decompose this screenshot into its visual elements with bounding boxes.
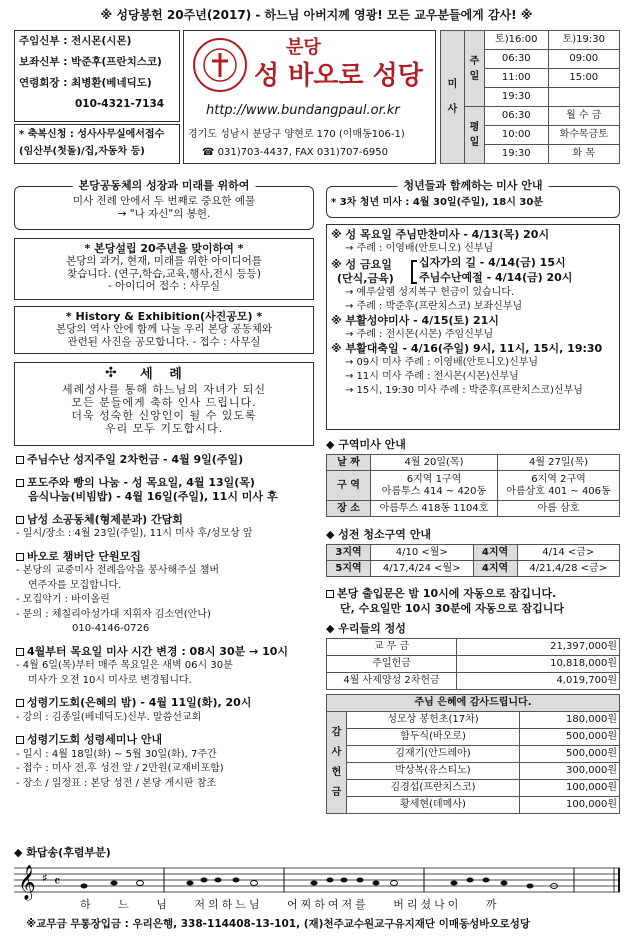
district-cell: [497, 471, 619, 501]
staff-line: 연령회장 : 최병환(베네딕도): [19, 77, 152, 89]
checkbox-icon: [16, 479, 24, 487]
thanks-cell: 100,000원: [520, 797, 620, 814]
mass-cell: 10:00: [485, 126, 549, 145]
clean-cell: 4/21,4/28 <금>: [517, 561, 620, 577]
church-name: 성 바오로 성당: [254, 61, 423, 91]
holy-line: ※ 성 금요일: [331, 258, 392, 271]
thanks-cell: 500,000원: [520, 729, 620, 746]
dove-icon: ✣: [105, 365, 117, 381]
church-url[interactable]: http://www.bundangpaul.or.kr: [206, 103, 400, 118]
district-title: ◆ 구역미사 안내: [326, 438, 406, 451]
anniv-box: [14, 238, 314, 300]
item-title-text: 남성 소공동체(형제분과) 간담회: [27, 512, 183, 526]
mass-cell: 화 목: [548, 145, 619, 164]
district-cell-line: 6지역 1구역: [406, 473, 462, 485]
clean-cell: 4지역: [473, 561, 517, 577]
baptism-line: 더욱 성숙한 신앙인이 될 수 있도록: [71, 408, 257, 422]
item-title-text: 성령기도회(은혜의 밤) - 4월 11일(화), 20시: [27, 696, 252, 709]
history-box: [14, 306, 314, 354]
clean-cell: 4/10 <월>: [371, 545, 474, 561]
history-line: 본당의 역사 안에 함께 나눌 우리 본당 공동체와: [55, 323, 273, 336]
holy-line: 십자가의 길 - 4/14(금) 15시: [419, 256, 566, 269]
anniv-line: 본당의 과거, 현재, 미래를 위한 아이디어를: [66, 255, 262, 268]
district-cell: 아름 삼호: [497, 501, 619, 517]
thanks-table: [326, 694, 620, 814]
thanks-cell: 100,000원: [520, 780, 620, 797]
holy-line: ※ 성 목요일 주님만찬미사 - 4/13(목) 20시: [331, 228, 550, 241]
thanks-cell: 180,000원: [520, 712, 620, 729]
item-title: [16, 550, 316, 565]
baptism-line: 우리 모두 기도합시다.: [104, 422, 224, 436]
district-cell: 4월 27일(목): [497, 455, 619, 471]
checkbox-icon: [16, 516, 24, 524]
svg-text:𝄴: 𝄴: [54, 874, 61, 890]
door-line: [326, 586, 620, 601]
thanks-cell: 김재기(안드레아): [347, 746, 520, 763]
history-line: 관련된 사진을 공모합니다. - 접수 : 사무실: [67, 335, 261, 348]
staff-box: [14, 30, 180, 122]
offer-cell: 4월 사제양성 2차헌금: [327, 673, 457, 690]
item-sub: 음식나눔(비빔밥) - 4월 16일(주일), 11시 미사 후: [28, 490, 278, 503]
mass-cell: 토)16:00: [485, 31, 549, 50]
item-sub: - 장소 / 일정표 : 본당 성전 / 본당 게시판 참조: [16, 777, 217, 789]
growth-title: 본당공동체의 성장과 미래를 위하여: [73, 179, 256, 192]
bracket-icon: [411, 260, 417, 284]
mass-cell: 토)19:30: [548, 31, 619, 50]
district-cell: 아름투스 418동 1104호: [371, 501, 498, 517]
offer-cell: 교 무 금: [327, 639, 457, 656]
left-items: [16, 453, 316, 791]
history-title: * History & Exhibition(사진공모) *: [65, 310, 263, 323]
holy-line: → 예루살렘 성지복구 헌금이 있습니다.: [345, 287, 515, 298]
offer-cell: 주일헌금: [327, 656, 457, 673]
item-title-text: 바오로 챔버단 단원모집: [27, 549, 141, 563]
baptism-line: 모든 분들에게 축하 인사 드립니다.: [71, 395, 257, 409]
svg-text:𝄞: 𝄞: [18, 865, 36, 900]
thanks-cell: 성모상 봉헌초(17차): [347, 712, 520, 729]
mass-cell: 11:00: [485, 69, 549, 88]
holy-line: → 15시, 19:30 미사 주례 : 박준후(프란치스코)신부님: [345, 385, 583, 396]
clean-title: ◆ 성전 청소구역 안내: [326, 528, 431, 541]
offer-cell: 10,818,000원: [457, 656, 620, 673]
district-head: 날 짜: [327, 455, 371, 471]
item-title: [16, 696, 316, 711]
church-box: [183, 30, 436, 164]
clean-cell: 4/14 <금>: [517, 545, 620, 561]
item-title-text: 포도주와 빵의 나눔 - 성 목요일, 4월 13일(목): [27, 475, 255, 489]
item-sub: - 본당의 교중미사 전례음악을 봉사해주실 챔버: [16, 565, 220, 576]
holy-line: → 주례 : 박준후(프란치스코) 보좌신부님: [345, 301, 523, 312]
youth-title: 청년들과 함께하는 미사 안내: [398, 179, 549, 192]
clean-cell: 4/17,4/24 <월>: [371, 561, 474, 577]
item-title-text: 주님수난 성지주일 2차헌금 - 4월 9일(주일): [27, 453, 244, 466]
district-cell: 4월 20일(목): [371, 455, 498, 471]
item-sub: - 접수 : 미사 전,후 성전 앞 / 2만원(교재비포함): [16, 763, 224, 774]
clean-table: [326, 544, 620, 577]
holy-line: 주님수난예절 - 4/14(금) 20시: [419, 271, 573, 284]
staff-line: 010-4321-7134: [75, 98, 165, 110]
district-cell-line: 6지역 2구역: [531, 473, 586, 485]
mass-cell: 월 수 금: [548, 107, 619, 126]
door-text: 본당 출입문은 밤 10시에 자동으로 잠깁니다.: [337, 587, 557, 600]
anniv-line: 찾습니다. (연구,학습,교육,행사,전시 등등): [67, 267, 261, 280]
growth-line: → "나 자신"의 봉헌.: [117, 207, 211, 220]
mass-cell: 화수목금토: [548, 126, 619, 145]
holy-line: → 주례 : 이영배(안토니오) 신부님: [345, 243, 494, 254]
door-notice: [326, 586, 620, 616]
item-sub: 미사가 오전 10시 미사로 변경됩니다.: [28, 674, 192, 686]
mass-cell: [548, 88, 619, 107]
mass-table: [440, 30, 620, 164]
checkbox-icon: [326, 590, 334, 598]
district-cell-line: 아름투스 414 ~ 420동: [381, 485, 487, 497]
mass-label: 미사: [441, 31, 465, 164]
item-sub: - 일시/장소 : 4월 23일(주일), 11시 미사 후/성모상 앞: [16, 528, 253, 539]
music-staff: [14, 862, 620, 902]
growth-line: 미사 전례 안에서 두 번째로 중요한 예물: [72, 195, 256, 207]
checkbox-icon: [16, 456, 24, 464]
thanks-cell: 500,000원: [520, 746, 620, 763]
mass-sun: 주일: [465, 31, 485, 107]
holy-line: ※ 부활대축일 - 4/16(주일) 9시, 11시, 15시, 19:30: [331, 342, 603, 355]
item-title: [16, 513, 316, 528]
item-title-text: 4월부터 목요일 미사 시간 변경 : 08시 30분 → 10시: [27, 644, 289, 658]
item-sub: - 4월 6일(목)부터 매주 목요일은 새벽 06시 30분: [16, 660, 233, 671]
footer: ※교무금 무통장입금 : 우리은행, 338-114408-13-101, (재)천주교수원교구유지재단 이매동성바오로성당: [26, 918, 530, 930]
checkbox-icon: [16, 553, 24, 561]
item-sub: 연주자를 모집합니다.: [28, 579, 122, 591]
notice-box: [14, 124, 180, 164]
holy-line: → 09시 미사 주례 : 이영배(안토니오)신부님: [345, 357, 539, 368]
item-title: [16, 733, 316, 748]
song-title: ◆ 화답송(후렴부분): [14, 846, 111, 859]
church-seal-icon: [192, 37, 248, 93]
checkbox-icon: [16, 699, 24, 707]
thanks-cell: 함두식(바오로): [347, 729, 520, 746]
mass-cell: 15:00: [548, 69, 619, 88]
district-cell: [371, 471, 498, 501]
clean-cell: 4지역: [473, 545, 517, 561]
notice-line: (임산부(첫돌)/집,자동차 등): [19, 146, 145, 157]
door-line: 단, 수요일만 10시 30분에 자동으로 잠깁니다: [340, 602, 564, 615]
youth-line: * 3차 청년 미사 : 4월 30일(주일), 18시 30분: [331, 197, 543, 208]
item-title: [16, 476, 316, 491]
baptism-box: [14, 362, 314, 446]
clean-cell: 5지역: [327, 561, 371, 577]
item-sub: - 모집악기 : 바이올린: [16, 594, 110, 605]
anniv-line: - 아이디어 접수 : 사무실: [108, 280, 220, 293]
song-lyrics: 하 느 님 저의하느님 어찌하여저를 버리셨나이 까: [80, 898, 500, 911]
item-sub: 010-4146-0726: [72, 623, 150, 634]
baptism-title: 세 례: [140, 367, 188, 382]
banner: ※ 성당봉헌 20주년(2017) - 하느님 아버지께 영광! 모든 교우분들에게 감사! ※: [100, 8, 533, 22]
item-title: [16, 453, 316, 468]
district-cell-line: 아름삼호 401 ~ 406동: [506, 485, 611, 497]
youth-box: [326, 179, 620, 218]
svg-text:♯: ♯: [42, 871, 48, 885]
item-sub: - 일시 : 4월 18일(화) ~ 5월 30일(화), 7주간: [16, 748, 217, 760]
thanks-cell: 김경섭(프란치스코): [347, 780, 520, 797]
checkbox-icon: [16, 736, 24, 744]
offer-title: ◆ 우리들의 정성: [326, 622, 406, 635]
offer-table: [326, 638, 620, 690]
holy-line: ※ 부활성야미사 - 4/15(토) 21시: [331, 314, 499, 327]
checkbox-icon: [16, 648, 24, 656]
holy-line: → 11시 미사 주례 : 전시몬(시몬)신부님: [345, 371, 519, 382]
mass-cell: 19:30: [485, 88, 549, 107]
mass-cell: 19:30: [485, 145, 549, 164]
district-table: [326, 454, 620, 517]
district-head: 구 역: [327, 471, 371, 501]
holy-line: → 주례 : 전시몬(시몬) 주임신부님: [345, 329, 494, 340]
church-phone: ☎ 031)703-4437, FAX 031)707-6950: [202, 147, 388, 158]
item-sub: - 문의 : 체칠리아성가대 지휘자 김소연(안나): [16, 608, 211, 620]
thanks-cell: 황세현(데메사): [347, 797, 520, 814]
thanks-head: 주님 은혜에 감사드립니다.: [327, 695, 620, 712]
thanks-cell: 박상복(유스티노): [347, 763, 520, 780]
item-title-text: 성령기도회 성령세미나 안내: [27, 733, 163, 746]
offer-cell: 4,019,700원: [457, 673, 620, 690]
baptism-line: 세례성사를 통해 하느님의 자녀가 되신: [61, 382, 266, 396]
church-address: 경기도 성남시 분당구 양현로 170 (이매동106-1): [188, 129, 405, 140]
staff-line: 주임신부 : 전시몬(시몬): [19, 35, 132, 47]
thanks-label: 감사헌금: [327, 712, 347, 814]
item-sub: - 강의 : 김종일(베네딕도)신부. 말씀선교회: [16, 711, 202, 723]
clean-cell: 3지역: [327, 545, 371, 561]
growth-box: [14, 179, 314, 230]
holy-line: (단식,금육): [337, 272, 394, 285]
notice-line: * 축복신청 : 성사사무실에서접수: [19, 129, 165, 140]
staff-line: 보좌신부 : 박준후(프란치스코): [19, 56, 162, 68]
mass-cell: 09:00: [548, 50, 619, 69]
church-top: 분당: [286, 37, 321, 58]
mass-cell: 06:30: [485, 107, 549, 126]
thanks-cell: 300,000원: [520, 763, 620, 780]
offer-cell: 21,397,000원: [457, 639, 620, 656]
anniv-title: * 본당설립 20주년을 맞이하여 *: [84, 242, 244, 255]
mass-cell: 06:30: [485, 50, 549, 69]
mass-week: 평일: [465, 107, 485, 164]
district-head: 장 소: [327, 501, 371, 517]
item-title: [16, 645, 316, 660]
holy-week-box: [326, 224, 620, 430]
